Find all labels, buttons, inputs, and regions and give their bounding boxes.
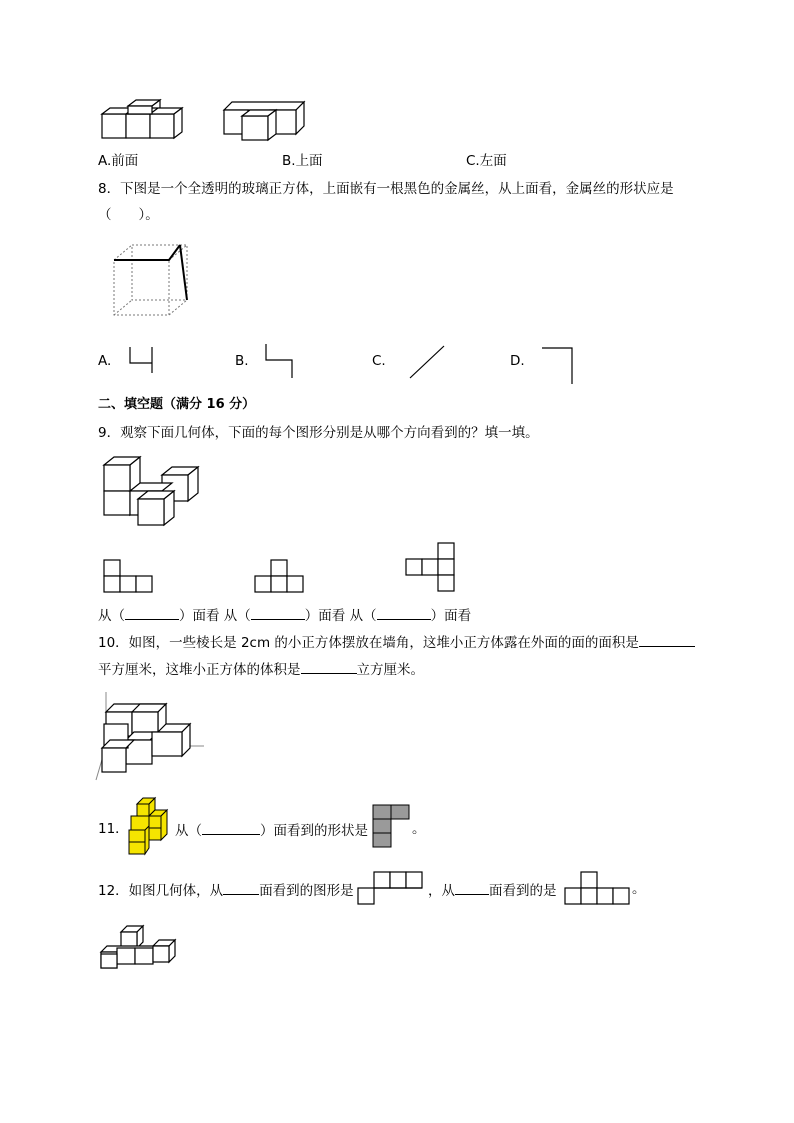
q9-solid-figure xyxy=(102,455,212,527)
area-answer-blank[interactable] xyxy=(639,632,695,647)
q11-answer-blank[interactable] xyxy=(202,820,260,835)
q8-option-b-shape xyxy=(264,342,296,380)
q12-end-period: 。 xyxy=(632,881,646,897)
q9-view-2 xyxy=(254,559,306,593)
q12-view-shape-1 xyxy=(356,870,426,906)
section-2-title: 二、填空题（满分 16 分） xyxy=(98,397,256,412)
q7-option-b[interactable] xyxy=(282,152,323,170)
volume-answer-blank[interactable] xyxy=(301,659,357,674)
q8-option-b-letter[interactable]: B. xyxy=(235,353,249,369)
q10-question-line1 xyxy=(98,632,695,652)
q9-view-3 xyxy=(405,542,457,594)
q7-figure-left xyxy=(100,98,182,140)
q8-question: 8．下图是一个全透明的玻璃正方体，上面嵌有一根黑色的金属丝，从上面看，金属丝的形状应是 xyxy=(98,181,674,197)
text-segment: 从（ xyxy=(98,608,125,624)
option-text: 前面 xyxy=(111,153,139,169)
text-segment: ）面看到的形状是 xyxy=(260,823,368,839)
text-segment: 面看到的是 xyxy=(489,883,557,899)
q7-option-a[interactable] xyxy=(98,152,138,170)
q7-option-c[interactable] xyxy=(466,152,507,170)
text-segment: 从（ xyxy=(175,823,202,839)
q10-question-line2 xyxy=(98,659,424,679)
option-text: 左面 xyxy=(479,153,507,169)
q12-answer-blank-2[interactable] xyxy=(455,880,489,895)
q8-option-c-letter[interactable]: C. xyxy=(372,353,386,369)
q11-gray-shape xyxy=(372,804,412,850)
q8-option-a-shape xyxy=(128,345,158,375)
option-letter: B. xyxy=(282,153,296,169)
q9-question: 9．观察下面几何体，下面的每个图形分别是从哪个方向看到的？填一填。 xyxy=(98,425,539,441)
q8-answer-paren: （ ）。 xyxy=(98,207,159,223)
q12-solid-figure xyxy=(99,924,179,970)
answer-blank-1[interactable] xyxy=(125,605,179,620)
text-segment: 立方厘米。 xyxy=(356,662,424,678)
q11-question xyxy=(175,820,368,840)
q12-answer-blank-1[interactable] xyxy=(223,880,259,895)
q12-view-shape-2 xyxy=(563,870,633,906)
q8-option-c-shape xyxy=(408,344,448,380)
q9-answer-line xyxy=(98,605,471,625)
text-segment: 10．如图，一些棱长是 2cm 的小正方体摆放在墙角，这堆小正方体露在外面的面的面积是 xyxy=(98,635,639,651)
text-segment: 12．如图几何体，从 xyxy=(98,883,224,899)
q11-end-period: 。 xyxy=(412,821,426,837)
q11-yellow-cubes-figure xyxy=(127,796,173,856)
answer-blank-2[interactable] xyxy=(251,605,305,620)
text-segment: ）面看 从（ xyxy=(179,608,251,624)
text-segment: 面看到的图形是 xyxy=(259,883,354,899)
text-segment: ，从 xyxy=(428,883,455,899)
option-letter: A. xyxy=(98,153,112,169)
q8-option-d-shape xyxy=(540,346,576,386)
q7-figure-right xyxy=(222,100,304,142)
text-segment: ）面看 从（ xyxy=(304,608,377,624)
q8-option-d-letter[interactable]: D. xyxy=(510,353,525,369)
q9-view-1 xyxy=(103,559,155,593)
q11-number: 11． xyxy=(98,821,129,837)
answer-blank-3[interactable] xyxy=(377,605,431,620)
q10-corner-cubes-figure xyxy=(94,690,206,782)
option-text: 上面 xyxy=(295,153,323,169)
q12-question-part1 xyxy=(98,880,354,900)
q8-option-a-letter[interactable]: A. xyxy=(98,353,112,369)
q8-glass-cube-figure xyxy=(112,243,192,318)
q12-question-part2 xyxy=(428,880,557,900)
option-letter: C. xyxy=(466,153,480,169)
text-segment: 平方厘米，这堆小正方体的体积是 xyxy=(98,662,301,678)
text-segment: ）面看 xyxy=(430,608,472,624)
